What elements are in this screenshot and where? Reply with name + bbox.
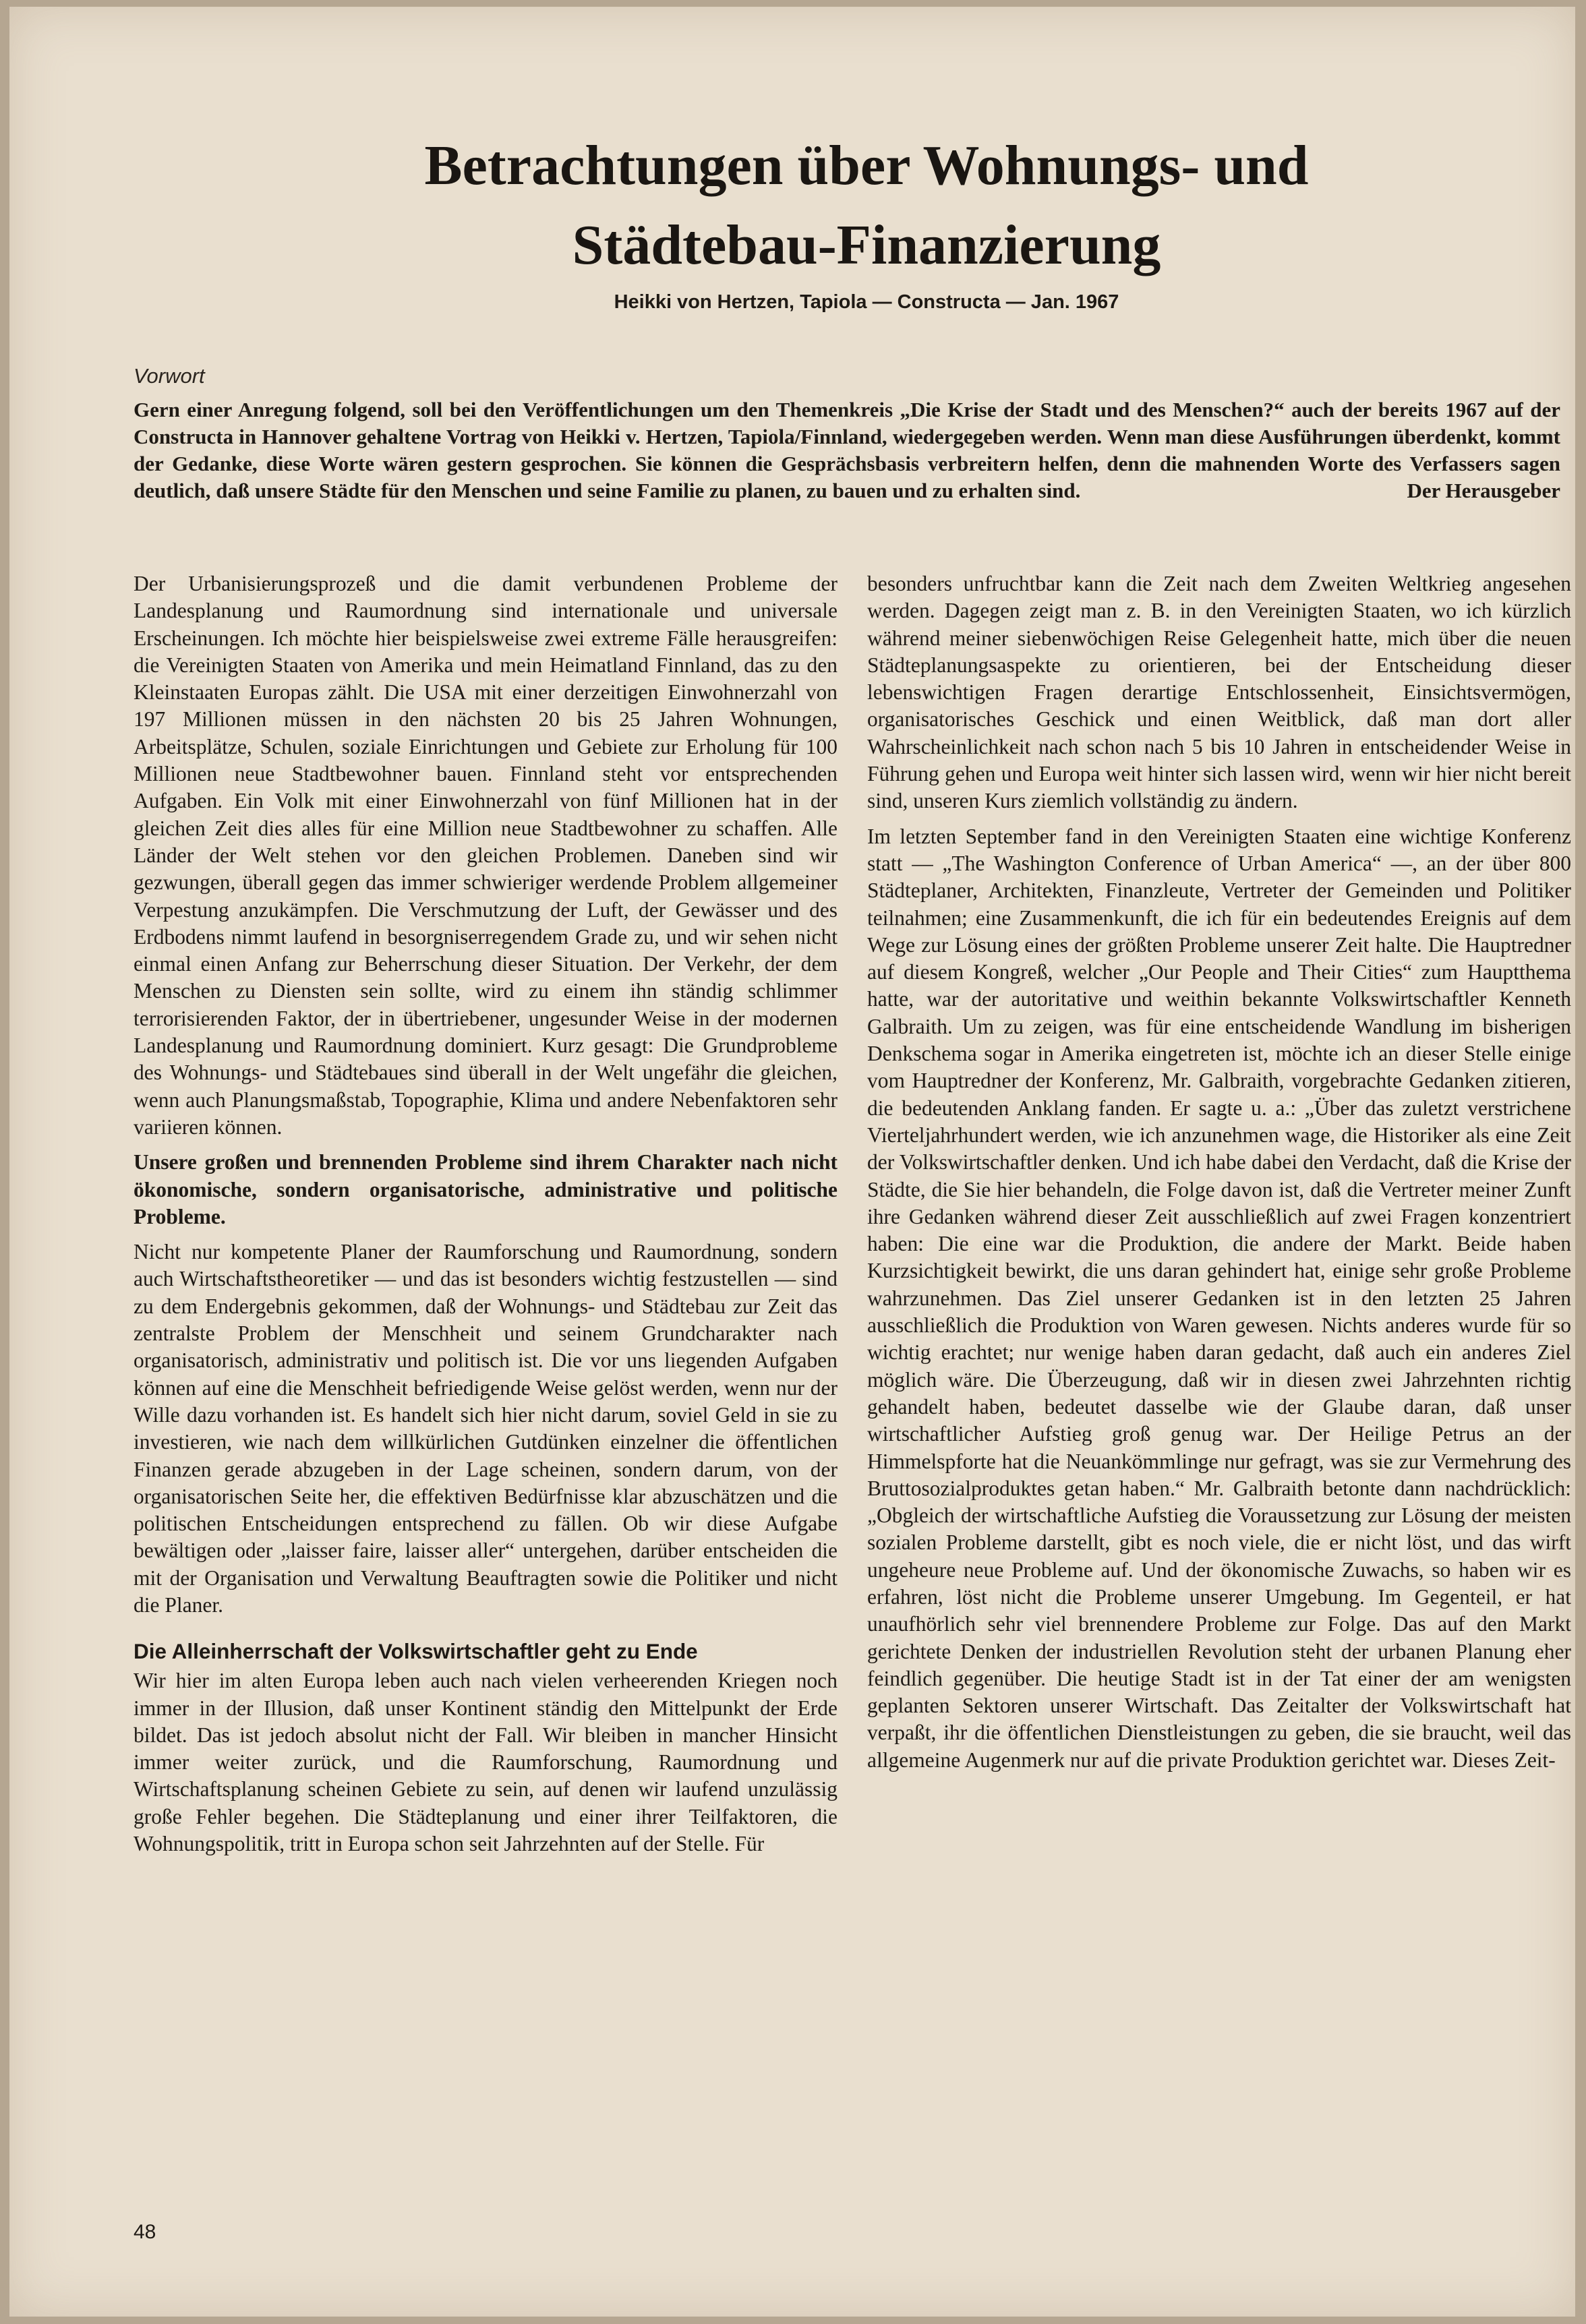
left-bold-statement: Unsere großen und brennenden Probleme sind ihrem Charakter nach nicht ökonomische, sondern organisatorische, administrative und politische Probleme. xyxy=(134,1150,838,1228)
title-line-2: Städtebau-Finanzierung xyxy=(572,214,1161,276)
page-number: 48 xyxy=(134,2221,156,2243)
vorwort-label: Vorwort xyxy=(134,364,205,388)
left-paragraph-4: Wir hier im alten Europa leben auch nach vielen verheerenden Kriegen noch immer in der Illusion, daß unser Kontinent ständig den Mittelpunkt der Erde bildet. Das ist jedoch absolut nicht der Fall. Wir bleiben in mancher Hinsicht immer weiter zurück, und die Raumforschung, Raumordnung und Wirtschaftsplanung scheinen Gebiete zu sein, auf denen wir laufend unzulässig große Fehler begehen. Die Städteplanung und einer ihrer Teilfaktoren, die Wohnungspolitik, tritt in Europa schon seit Jahrzehnten auf der Stelle. Für xyxy=(134,1669,838,1856)
left-column xyxy=(134,570,838,1866)
vorwort-body: Gern einer Anregung folgend, soll bei den Veröffentlichungen um den Themenkreis „Die Krise der Stadt und des Menschen?“ auch der bereits 1967 auf der Constructa in Hannover gehaltene Vortrag von Heikki v. Hertzen, Tapiola/Finnland, wiedergegeben werden. Wenn man diese Ausführungen überdenkt, kommt der Gedanke, diese Worte wären gestern gesprochen. Sie können die Gesprächsbasis verbreitern helfen, denn die mahnenden Worte des Verfassers sagen deutlich, daß unsere Städte für den Menschen und seine Familie zu planen, zu bauen und zu erhalten sind. xyxy=(134,398,1560,502)
magazine-page xyxy=(9,7,1575,2317)
right-column xyxy=(867,570,1571,1782)
left-paragraph-1: Der Urbanisierungsprozeß und die damit verbundenen Probleme der Landesplanung und Raumordnung sind internationale und universale Erscheinungen. Ich möchte hier beispielsweise zwei extreme Fälle herausgreifen: die Vereinigten Staaten von Amerika und mein Heimatland Finnland, das zu den Kleinstaaten Europas zählt. Die USA mit einer derzeitigen Einwohnerzahl von 197 Millionen müssen in den nächsten 20 bis 25 Jahren Wohnungen, Arbeitsplätze, Schulen, soziale Einrichtungen und Gebiete zur Erholung für 100 Millionen neue Stadtbewohner bauen. Finnland steht vor entsprechenden Aufgaben. Ein Volk mit einer Einwohnerzahl von fünf Millionen hat in der gleichen Zeit dies alles für eine Million neue Stadtbewohner zu schaffen. Alle Länder der Welt stehen vor den gleichen Problemen. Daneben sind wir gezwungen, überall gegen das immer schwieriger werdende Problem allgemeiner Verpestung anzukämpfen. Die Verschmutzung der Luft, der Gewässer und des Erdbodens nimmt laufend in besorgniserregendem Grade zu, und wir sehen nicht einmal einen Anfang zur Beherrschung dieser Situation. Der Verkehr, der dem Menschen zu Diensten sein sollte, wird zu einem ihn ständig schlimmer terrorisierenden Faktor, der in übertriebener, ungesunder Weise in der modernen Landesplanung und Raumordnung dominiert. Kurz gesagt: Die Grundprobleme des Wohnungs- und Städtebaues sind überall in der Welt ungefähr die gleichen, wenn auch Planungsmaßstab, Topographie, Klima und andere Nebenfaktoren sehr variieren können. xyxy=(134,572,838,1139)
section-heading: Die Alleinherrschaft der Volkswirtschaftler geht zu Ende xyxy=(134,1639,698,1664)
right-paragraph-1: besonders unfruchtbar kann die Zeit nach dem Zweiten Weltkrieg angesehen werden. Dagegen zeigt man z. B. in den Vereinigten Staaten, wo ich kürzlich während meiner siebenwöchigen Reise Gelegenheit hatte, mich über die neuen Städteplanungsaspekte zu orientieren, bei der Entscheidung dieser lebenswichtigen Fragen derartige Entschlossenheit, Einsichtsvermögen, organisatorisches Geschick und einen Weitblick, daß man dort aller Wahrscheinlichkeit nach schon nach 5 bis 10 Jahren in entscheidender Weise in Führung gehen und Europa weit hinter sich lassen wird, wenn wir hier nicht bereit sind, unseren Kurs ziemlich vollständig zu ändern. xyxy=(867,572,1571,813)
right-paragraph-2: Im letzten September fand in den Vereinigten Staaten eine wichtige Konferenz statt — „The Washington Conference of Urban America“ —, an der über 800 Städteplaner, Architekten, Finanzleute, Vertreter der Gemeinden und Politiker teilnahmen; eine Zusammenkunft, die ich für ein bedeutendes Ereignis auf dem Wege zur Lösung eines der größten Probleme unserer Zeit halte. Die Hauptredner auf diesem Kongreß, welcher „Our People and Their Cities“ zum Hauptthema hatte, war der autoritative und weithin bekannte Volkswirtschaftler Kenneth Galbraith. Um zu zeigen, was für eine entscheidende Wandlung im bisherigen Denkschema sogar in Amerika eingetreten ist, möchte ich an dieser Stelle einige vom Hauptredner der Konferenz, Mr. Galbraith, vorgebrachte Gedanken zitieren, die bedeutenden Anklang fanden. Er sagte u. a.: „Über das zuletzt verstrichene Vierteljahrhundert werden, wie ich anzunehmen wage, die Historiker als eine Zeit der Volkswirtschaftler denken. Und ich habe dabei den Verdacht, daß die Krise der Städte, die Sie hier behandeln, die Folge davon ist, daß die Vertreter meiner Zunft ihre Gedanken während dieser Zeit ausschließlich auf zwei Fragen konzentriert haben: Die eine war die Produktion, die andere der Markt. Beide haben Kurzsichtigkeit bewirkt, die uns daran gehindert hat, einige sehr große Probleme wahrzunehmen. Das Ziel unserer Gedanken ist in den letzten 25 Jahren ausschließlich die Produktion von Waren gewesen. Nichts anderes wurde für so wichtig erachtet; nur wenige haben daran gedacht, daß auch ein anderes Ziel möglich wäre. Die Überzeugung, daß wir in diesen zwei Jahrzehnten richtig gehandelt haben, bedeutet dasselbe wie der Glaube daran, daß unser wirtschaftlicher Aufstieg groß genug war. Der Heilige Petrus an der Himmelspforte hat die Neuankömmlinge nur gefragt, was sie zur Vermehrung des Bruttosozialproduktes getan haben.“ Mr. Galbraith betonte dann nachdrücklich: „Obgleich der wirtschaftliche Aufstieg die Voraussetzung zur Lösung der meisten sozialen Probleme darstellt, gibt es noch viele, die er nicht löst, und das wirft ungeheure neue Probleme auf. Und der ökonomische Zuwachs, so haben wir es erfahren, löst nicht die Probleme unserer Umgebung. Im Gegenteil, er hat unaufhörlich sehr viel brennendere Probleme zur Folge. Das auf den Markt gerichtete Denken der industriellen Revolution steht der urbanen Planung eher feindlich gegenüber. Die heutige Stadt ist in der Tat einer der am wenigsten geplanten Sektoren unserer Wirtschaft. Das Zeitalter der Volkswirtschaft hat verpaßt, ihr die öffentlichen Dienstleistungen zu geben, die sie braucht, weil das allgemeine Augenmerk nur auf die private Produktion gerichtet war. Dieses Zeit- xyxy=(867,824,1571,1772)
title-line-1: Betrachtungen über Wohnungs- und xyxy=(424,134,1309,197)
vorwort-signature: Der Herausgeber xyxy=(1407,479,1560,502)
left-paragraph-3: Nicht nur kompetente Planer der Raumforschung und Raumordnung, sondern auch Wirtschaftstheoretiker — und das ist besonders wichtig festzustellen — sind zu dem Endergebnis gekommen, daß der Wohnungs- und Städtebau zur Zeit das zentralste Problem der Menschheit und seinem Grundcharakter nach organisatorisch, administrativ und politisch ist. Die vor uns liegenden Aufgaben können auf eine die Menschheit befriedigende Weise gelöst werden, wenn nur der Wille dazu vorhanden ist. Es handelt sich hier nicht darum, soviel Geld in sie zu investieren, wie nach dem willkürlichen Gutdünken einzelner die öffentlichen Finanzen gerade abzugeben in der Lage scheinen, sondern darum, von der organisatorischen Seite her, die effektiven Bedürfnisse klar abzuschätzen und die politischen Entscheidungen entsprechend zu fällen. Ob wir diese Aufgabe bewältigen oder „laisser faire, laisser aller“ untergehen, darüber entscheiden die mit der Organisation und Verwaltung Beauftragten sowie die Politiker und nicht die Planer. xyxy=(134,1240,838,1617)
byline: Heikki von Hertzen, Tapiola — Constructa — Jan. 1967 xyxy=(614,291,1119,313)
vorwort-text xyxy=(134,396,1560,504)
